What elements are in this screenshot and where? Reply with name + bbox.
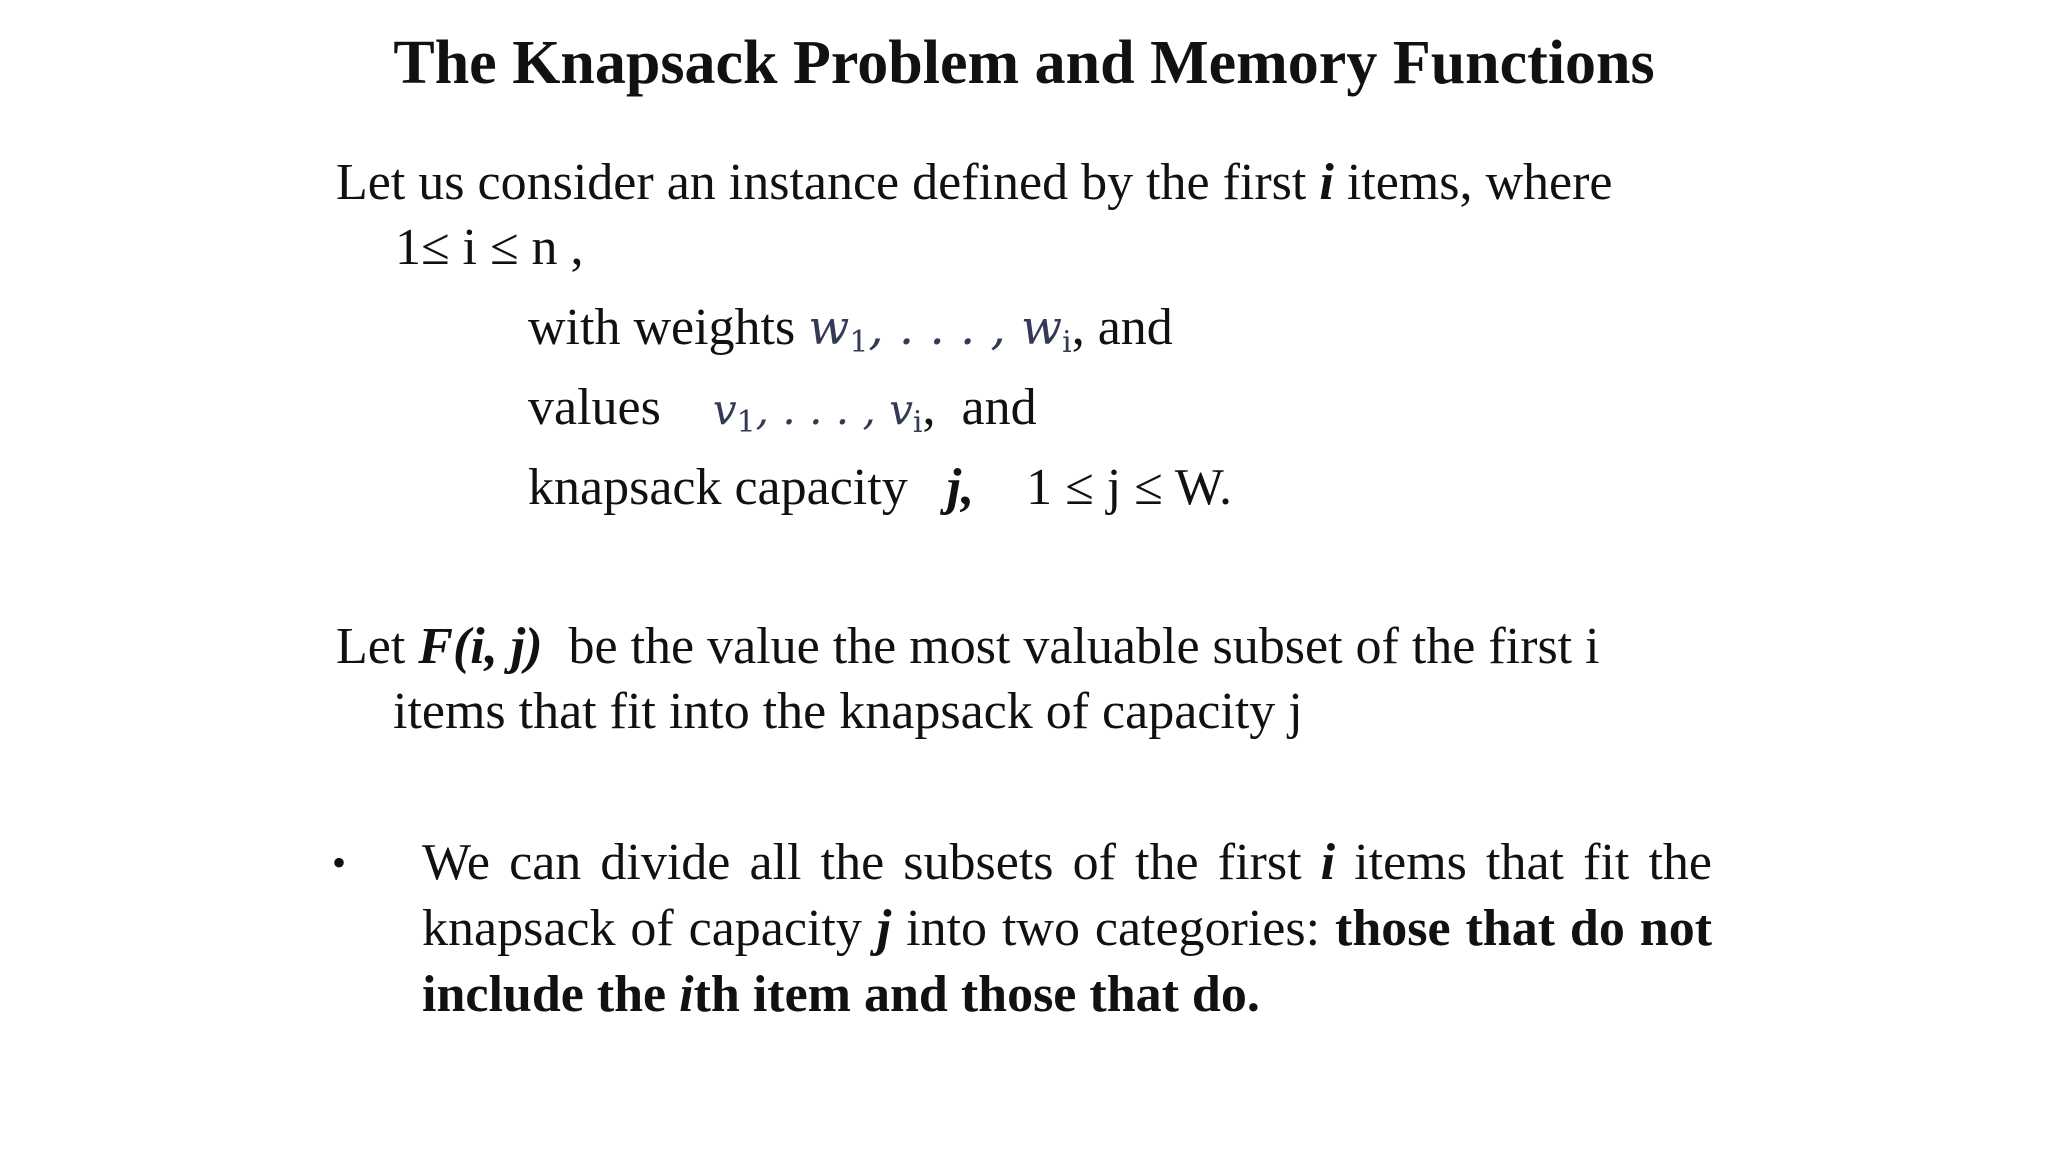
v-sub-1: 1 <box>736 405 756 440</box>
values-formula <box>712 385 923 440</box>
v-symbol-i: v <box>889 385 913 434</box>
definition-line-1 <box>336 617 1600 677</box>
definition-function: F(i, j) <box>418 618 543 675</box>
intro-line-2: 1≤ i ≤ n , <box>395 219 584 276</box>
w-symbol-i: w <box>1020 300 1063 356</box>
capacity-range: 1 ≤ j ≤ W. <box>974 459 1233 516</box>
bullet-marker: • <box>332 840 347 885</box>
w-sub-1: 1 <box>849 325 869 360</box>
weights-line <box>528 298 1173 373</box>
intro-text-pre: Let us consider an instance defined by the first <box>336 154 1320 211</box>
bullet-paragraph <box>422 830 1712 1028</box>
intro-text-post: items, where <box>1333 154 1613 211</box>
bullet-var-j: j <box>876 900 892 957</box>
bullet-text-1: We can divide all the subsets of the first <box>422 834 1321 891</box>
weights-and: , and <box>1071 299 1173 356</box>
values-label: values <box>528 379 713 436</box>
definition-let: Let <box>336 618 419 675</box>
values-and: , and <box>922 379 1037 436</box>
w-ellipsis: , . . . , <box>868 300 1021 356</box>
bullet-bold-2: th item and those that do. <box>693 966 1260 1023</box>
capacity-label: knapsack capacity <box>528 459 947 516</box>
bullet-var-i: i <box>1320 834 1336 891</box>
slide-title: The Knapsack Problem and Memory Functions <box>393 29 1655 97</box>
intro-line-1 <box>336 153 1613 213</box>
bullet-text-3: into two categories: <box>891 900 1335 957</box>
values-line <box>528 378 1037 453</box>
intro-var-i: i <box>1319 154 1334 211</box>
v-sub-i: i <box>912 405 923 440</box>
w-sub-i: i <box>1062 325 1072 360</box>
weights-formula <box>808 300 1072 360</box>
capacity-var-j: j, <box>946 459 975 516</box>
definition-line-2: items that fit into the knapsack of capacity j <box>393 683 1303 740</box>
weights-label: with weights <box>528 299 809 356</box>
w-symbol: w <box>808 300 850 356</box>
bullet-bold-1: those that do not include the <box>422 900 1713 1023</box>
v-ellipsis: , . . . , <box>755 385 890 434</box>
definition-text: be the value the most valuable subset of the first i <box>542 618 1600 675</box>
v-symbol: v <box>712 385 737 434</box>
bullet-text-2: items that fit the knapsack of capacity <box>422 834 1712 957</box>
bullet-bold-var-i: i <box>679 966 694 1023</box>
capacity-line <box>528 458 1232 518</box>
